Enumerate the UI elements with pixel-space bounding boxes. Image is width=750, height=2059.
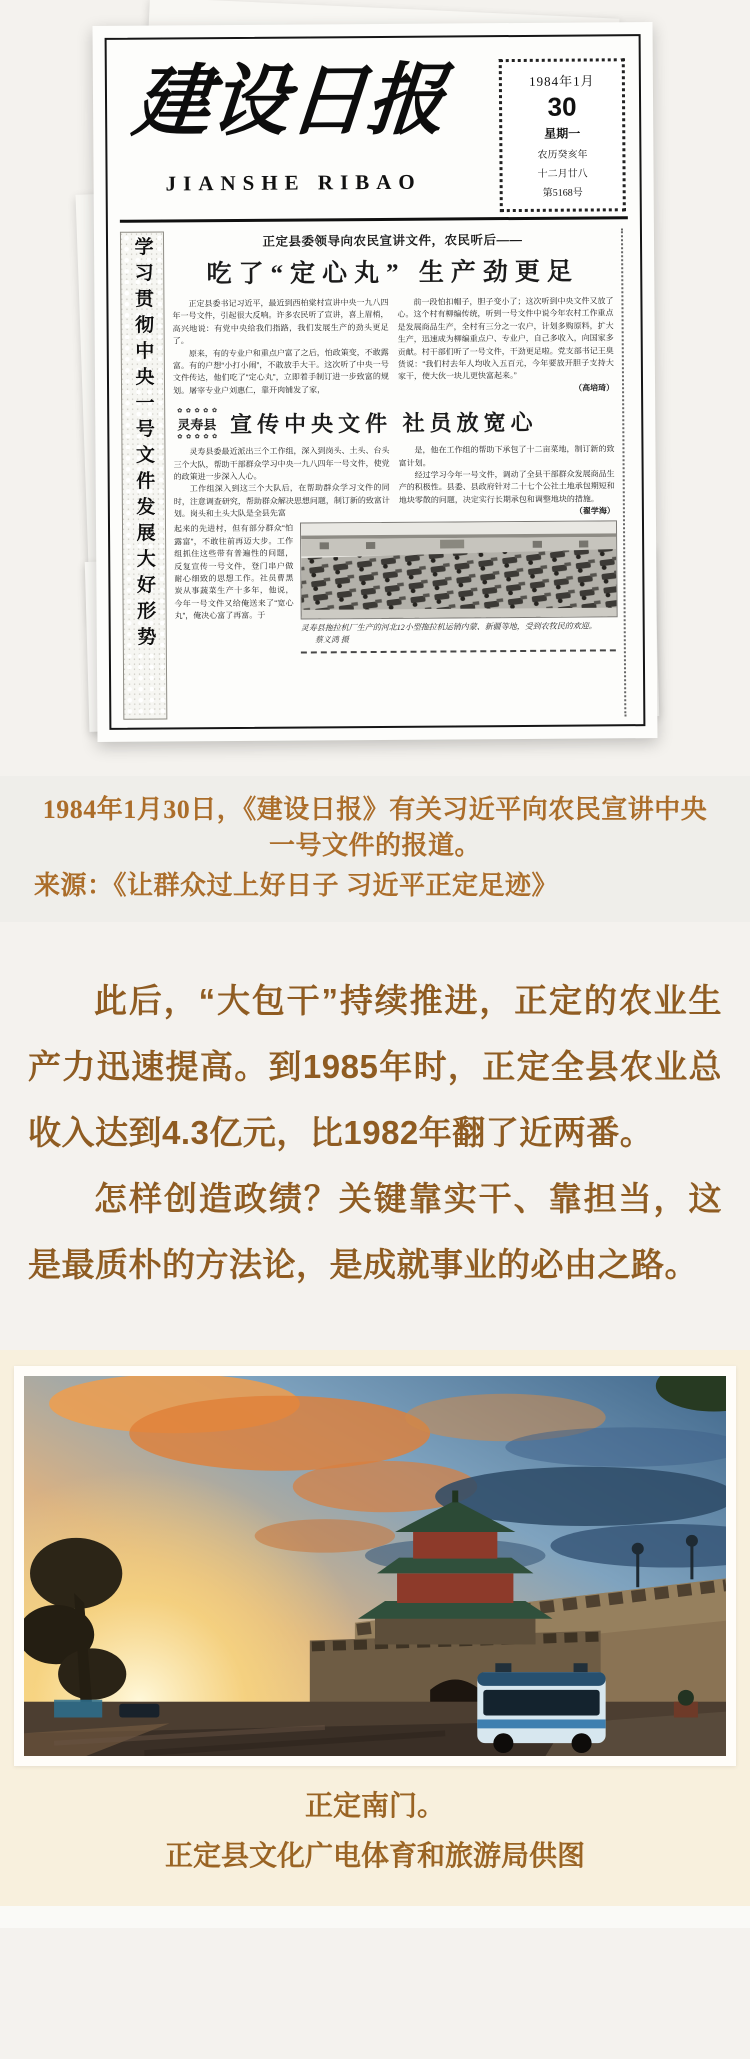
- vertical-slogan-text: 学习贯彻中央一号文件发展大好形势: [131, 236, 156, 653]
- newspaper-photo-caption: [301, 621, 616, 654]
- newspaper-body: [120, 219, 631, 720]
- article2-column-2: [398, 443, 615, 519]
- article2-county-tag: ✿ ✿ ✿ ✿ ✿ 灵寿县 ✿ ✿ ✿ ✿ ✿: [177, 407, 218, 440]
- article2-bottom-row: [174, 521, 616, 655]
- article2-header: [173, 404, 614, 440]
- newspaper-photo-caption-text: 灵寿县拖拉机厂生产的河北12小型拖拉机运销内蒙、新疆等地，受到农牧民的欢迎。: [300, 621, 597, 633]
- article1-kicker: 正定县委领导向农民宣讲文件，农民听后——: [262, 232, 523, 249]
- article1-paragraph: 前一段怕扣帽子，胆子变小了；这次听到中央文件又放了心。这个村有柳编传统，听到一号文件中说今年农村工作重点是发展商品生产，全村有三分之一农户，计划多购原料，扩大生产，迅速成为柳编重点户、专业户，自己多收入，向国家多贡献。村干部们听了一号文件，干劲更足啦。党支部书记王臭货说：“我们村去年人均收入五百元，今年要放开胆子支持大家干，使大伙一块儿更快富起来。”: [397, 296, 614, 382]
- newspaper-date-box: [499, 58, 626, 212]
- date-lunar-year: 农历癸亥年: [537, 149, 588, 161]
- source-caption-line2: 来源：《让群众过上好日子 习近平正定足迹》: [34, 870, 559, 900]
- photo-section: [0, 1350, 750, 1907]
- article1-headline: 吃了“定心丸” 生产劲更足: [206, 258, 579, 289]
- date-weekday: 星期一: [544, 126, 581, 141]
- photo-caption-line1: 正定南门。: [304, 1790, 445, 1822]
- article1-paragraph: 原来，有的专业户和重点户富了之后，怕政策变，不敢露富。有的户想“小打小闹”，不敢放手大干。这次听了中央一号文件传达，他们吃了“定心丸”，立即着手制订进一步致富的规划。屠宰专业户刘惠仁，靠开肉铺发了家，: [172, 347, 389, 396]
- date-lunar-day: 十二月廿八: [537, 168, 588, 180]
- article2-paragraph: 经过学习今年一号文件，调动了全县干部群众发展商品生产的积极性。县委、县政府针对二十七个公社土地承包期短和地块零散的问题，决定实行长期承包和调整地块的措施。: [398, 469, 615, 505]
- newspaper-figure: [95, 24, 655, 740]
- source-caption-line1: 1984年1月30日，《建设日报》有关习近平向农民宣讲中央一号文件的报道。: [42, 795, 708, 860]
- article2-columns: [173, 443, 615, 520]
- article2-paragraph: 工作组深入到这三个大队后，在帮助群众学习文件的同时，注意调查研究，帮助群众解决思想问题，制订新的致富计划。岗头和土头大队是全县先富: [173, 483, 390, 519]
- article1-column-2: [397, 295, 614, 396]
- newspaper-section: [0, 0, 750, 776]
- article2-headline: 宣传中央文件 社员放宽心: [230, 409, 538, 438]
- article2-byline: （翟学海）: [574, 506, 615, 516]
- tractor-yard-photo-image: [300, 521, 618, 620]
- body-paragraph-2: 怎样创造政绩？关键靠实干、靠担当，这是最质朴的方法论，是成就事业的必由之路。: [28, 1179, 722, 1283]
- newspaper-photo-block: [300, 521, 616, 654]
- newspaper-masthead: [119, 46, 628, 216]
- newspaper-title-pinyin: JIANSHE RIBAO: [165, 169, 422, 196]
- vertical-slogan-banner: [120, 231, 167, 719]
- article1-column-1: [172, 297, 389, 398]
- right-dotted-ornament: [621, 228, 631, 716]
- newspaper-photo-credit: 蔡义鸿 摄: [314, 635, 349, 645]
- newspaper-title-calligraphy: 建设日报: [129, 54, 449, 148]
- date-year-month: 1984年1月: [529, 73, 595, 89]
- article-body: [0, 922, 750, 1350]
- article2-paragraph: 是，他在工作组的帮助下承包了十二亩菜地，制订新的致富计划。: [398, 444, 615, 468]
- issue-number: 第5168号: [542, 187, 583, 199]
- image-source-caption: [0, 776, 750, 922]
- photo-caption: [14, 1782, 736, 1883]
- photo-caption-line2: 正定县文化广电体育和旅游局供图: [164, 1841, 585, 1873]
- article2-continuation: 起来的先进村，但有部分群众“怕露富”，不敢往前再迈大步。工作组抓住这些带有普遍性的问题，反复宣传一号文件，登门串户做耐心细致的思想工作。社员曹黑炭从事蔬菜生产十多年，他说，今年一号文件又给俺送来了“宽心丸”，俺决心富了再富。于: [173, 524, 294, 621]
- newspaper-articles: [172, 228, 616, 719]
- article1-byline: （高培琦）: [574, 383, 615, 393]
- date-day: 30: [547, 91, 577, 122]
- article1-columns: [172, 295, 614, 397]
- body-paragraph-1: 此后，“大包干”持续推进，正定的农业生产力迅速提高。到1985年时，正定全县农业总收入达到4.3亿元，比1982年翻了近两番。: [28, 981, 722, 1151]
- newspaper-frame: [105, 34, 646, 730]
- newspaper-front-page: [93, 22, 658, 742]
- photo-card: [14, 1366, 736, 1766]
- article2-paragraph: 灵寿县委最近派出三个工作组，深入到岗头、土头、台头三个大队，帮助干部群众学习中央一九八四年一号文件，使党的政策进一步深入人心。: [173, 446, 390, 482]
- article2-column-1: [173, 445, 390, 521]
- article1-paragraph: 正定县委书记习近平，最近到西柏棠村宣讲中央一九八四年一号文件，引起很大反响。许多农民听了宣讲，喜上眉梢，高兴地说：有党中央给我们指路，我们发展生产的劲头更足了。: [172, 297, 389, 346]
- zhengding-south-gate-photo-image: [24, 1376, 726, 1756]
- page-bottom-strip: [0, 1906, 750, 1928]
